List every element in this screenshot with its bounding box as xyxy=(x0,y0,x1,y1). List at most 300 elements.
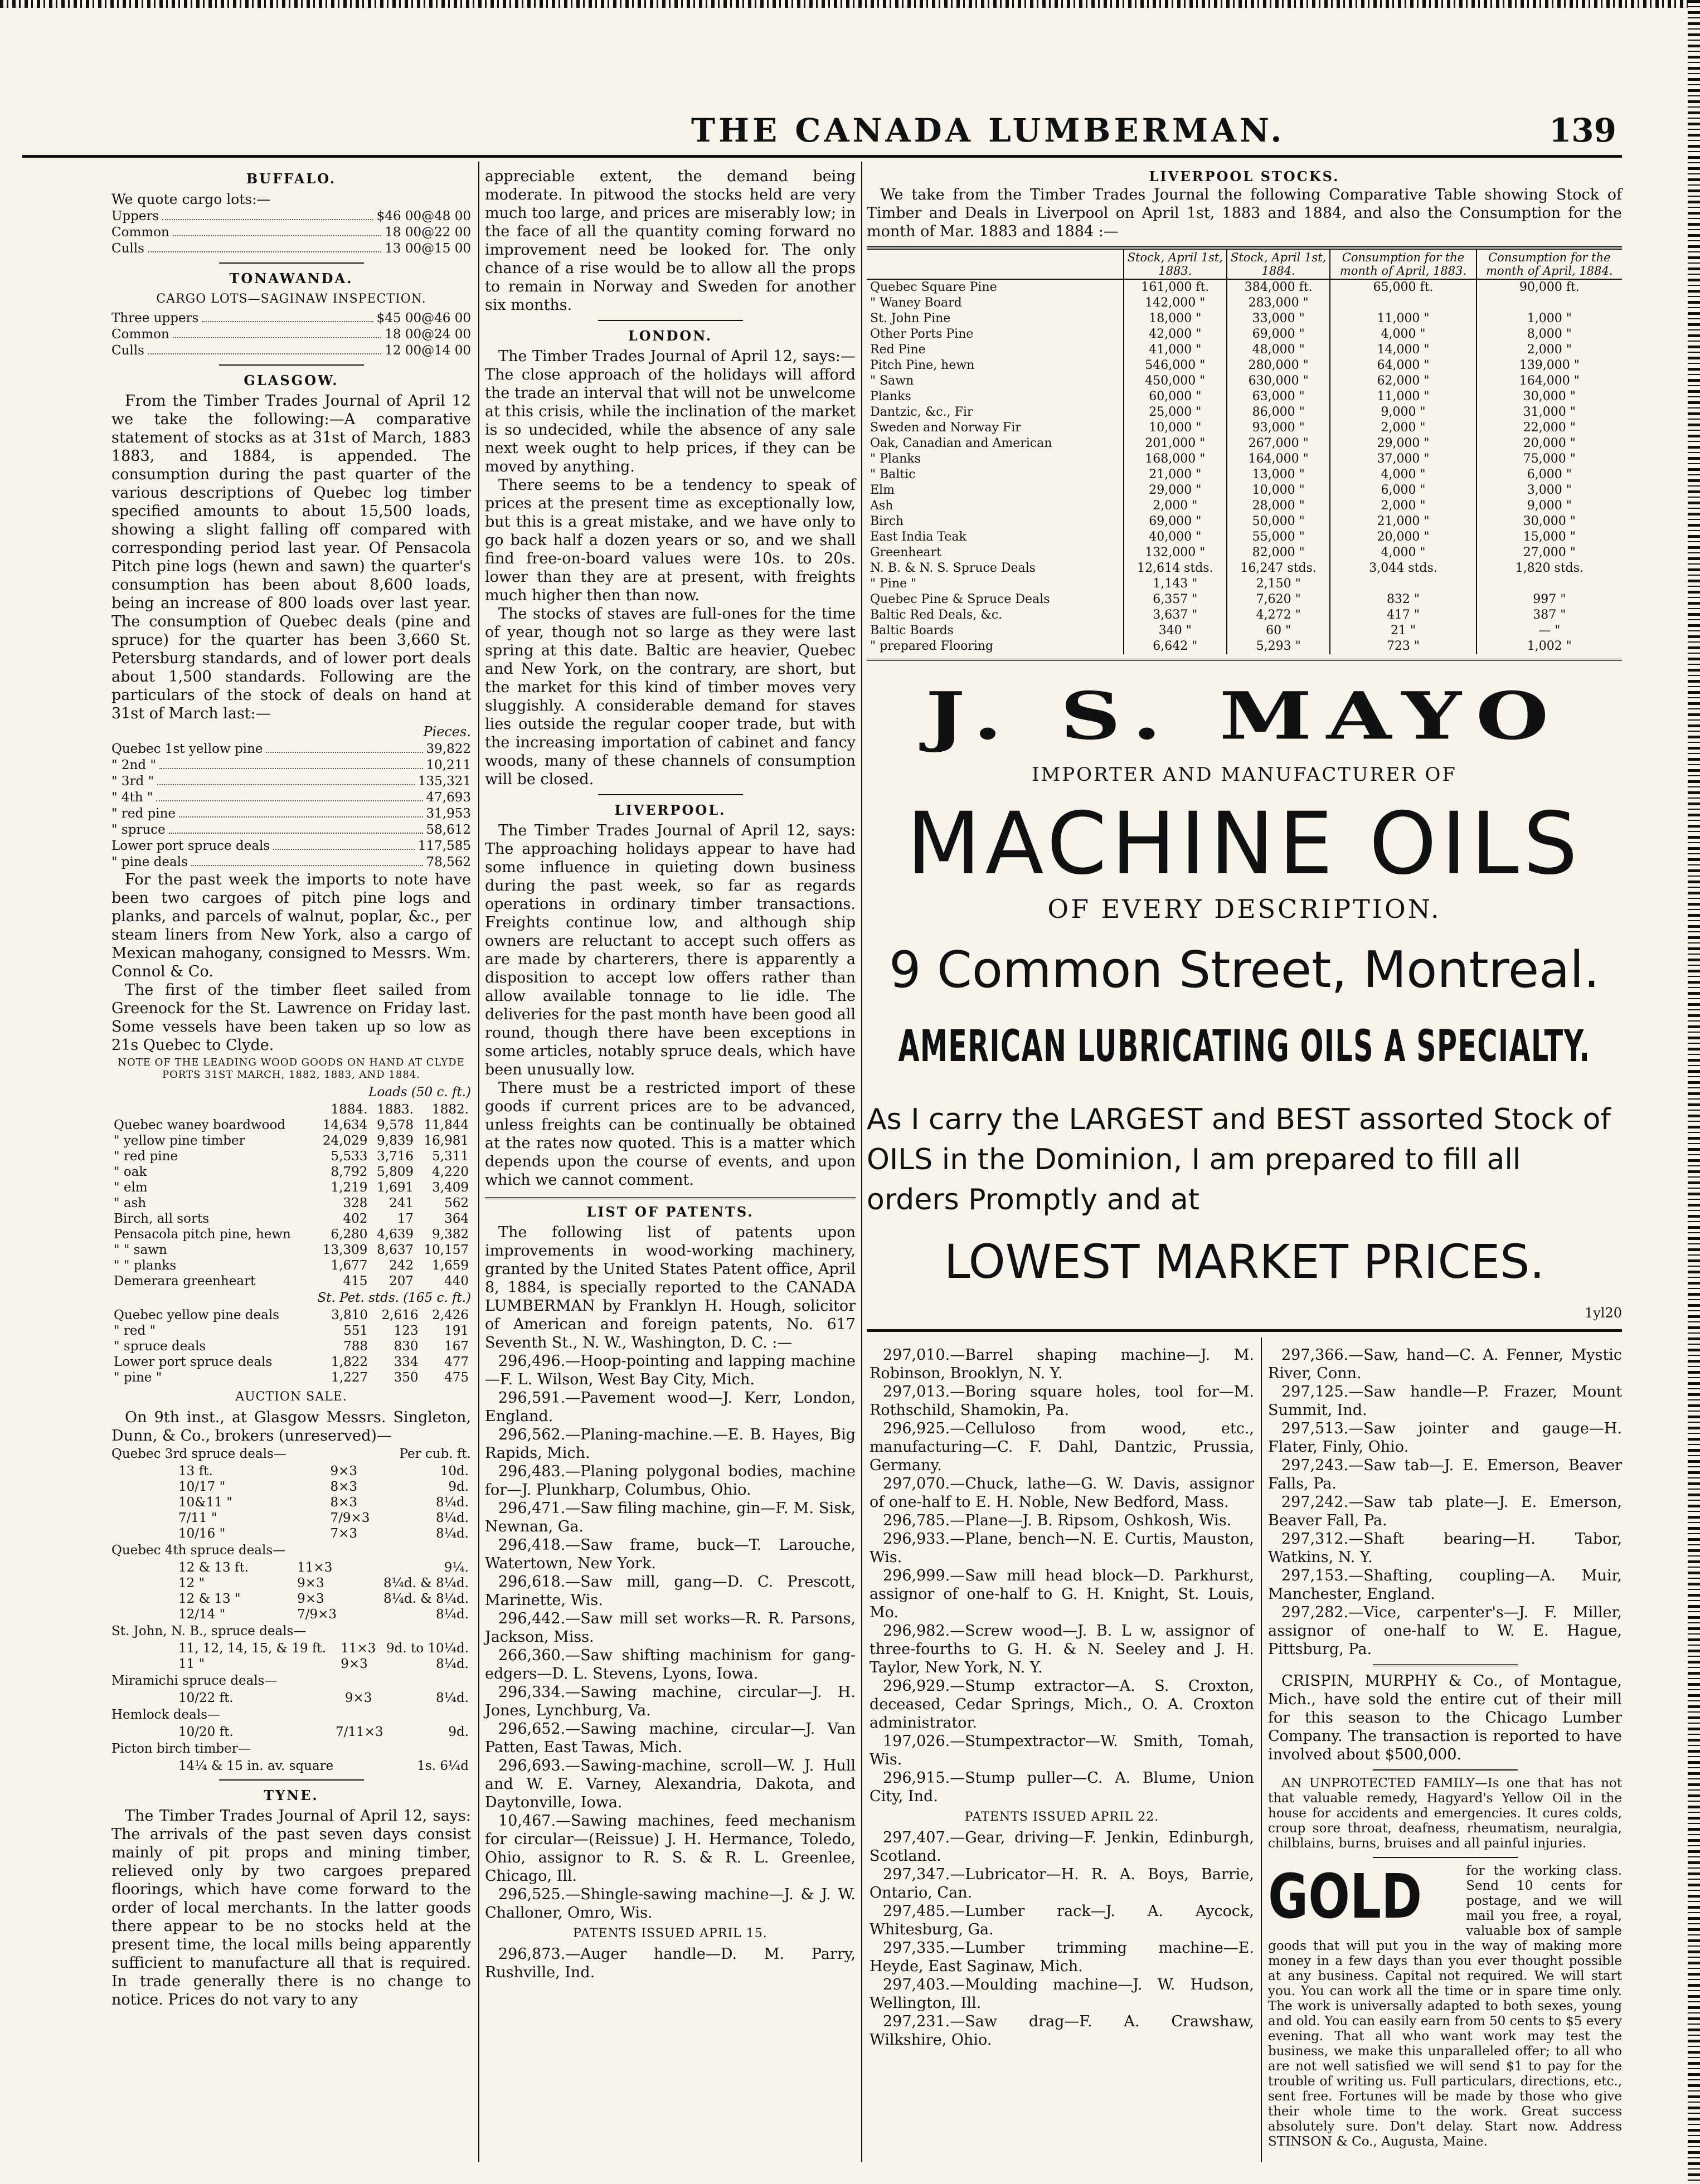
cell-value: 8¼d. xyxy=(436,1607,469,1622)
price-row xyxy=(111,854,471,870)
cell-value: 4,000 " xyxy=(1330,467,1476,483)
row-value: $45 00@46 00 xyxy=(376,311,471,325)
cell-value: 9×3 xyxy=(297,1576,324,1590)
cell-value: 11×3 xyxy=(297,1560,333,1575)
patent-entry: 296,933.—Plane, bench—N. E. Curtis, Mauston, Wis. xyxy=(870,1530,1254,1566)
cell-value: 3,044 stds. xyxy=(1330,561,1476,576)
column-4 xyxy=(870,1346,1254,2049)
price-row xyxy=(111,774,471,790)
cell-value: 50,000 " xyxy=(1227,514,1330,529)
cell-value: 10d. xyxy=(440,1464,469,1478)
section-subtitle: PATENTS ISSUED APRIL 22. xyxy=(964,1810,1159,1824)
cell-value: 12 & 13 ft. xyxy=(178,1560,249,1575)
auction-group-head xyxy=(111,1445,471,1463)
cell-value: 1,677 xyxy=(331,1258,368,1273)
section-title: LIVERPOOL. xyxy=(614,802,726,818)
cell-value: 562 xyxy=(444,1196,469,1210)
cell-value: 13 ft. xyxy=(178,1464,213,1478)
cell-value: 82,000 " xyxy=(1227,545,1330,561)
leader-dots xyxy=(273,838,415,850)
patent-entry: 296,418.—Saw frame, buck—T. Larouche, Watertown, New York. xyxy=(485,1536,856,1572)
cell-value: 1,000 " xyxy=(1476,311,1622,327)
cell-value: 201,000 " xyxy=(1124,436,1227,451)
cell-value: 5,809 xyxy=(377,1165,414,1179)
cell-value: 8¼d. xyxy=(436,1526,469,1541)
table-row xyxy=(111,1164,471,1180)
column-head: Loads (50 c. ft.) xyxy=(368,1085,471,1100)
cell-value: 8¼d. xyxy=(436,1691,469,1705)
cell-value: — " xyxy=(1476,623,1622,639)
cell-value: 2,000 " xyxy=(1330,498,1476,514)
leader-dots xyxy=(191,854,423,866)
price-list xyxy=(111,208,471,257)
separator xyxy=(598,794,743,795)
row-value: $46 00@48 00 xyxy=(376,209,471,223)
cell-value: 55,000 " xyxy=(1227,529,1330,545)
leader-dots xyxy=(157,774,415,785)
cell-value: 830 xyxy=(394,1339,419,1354)
row-label: Culls xyxy=(111,241,144,256)
row-label: Planks xyxy=(870,390,911,403)
table-row xyxy=(867,561,1622,576)
separator xyxy=(219,262,364,264)
patent-entry: 296,562.—Planing-machine.—E. B. Hayes, Big Rapids, Mich. xyxy=(485,1426,856,1462)
patent-entry: 296,915.—Stump puller—C. A. Blume, Union City, Ind. xyxy=(870,1769,1254,1805)
table-row xyxy=(111,1656,471,1672)
row-label: Quebec yellow pine deals xyxy=(114,1308,279,1322)
table-row xyxy=(867,295,1622,311)
row-label: " 2nd " xyxy=(111,758,156,772)
page-number: 139 xyxy=(1548,111,1616,149)
auction-table xyxy=(111,1560,471,1622)
cell-value: 132,000 " xyxy=(1124,545,1227,561)
auction-group-head xyxy=(111,1622,471,1641)
cell-value: 8¼d. & 8¼d. xyxy=(383,1592,469,1606)
table-row xyxy=(867,592,1622,607)
cell-value: 11×3 xyxy=(341,1641,376,1656)
row-label: Pitch Pine, hewn xyxy=(870,358,975,372)
table-row xyxy=(867,436,1622,451)
patent-entry: 296,591.—Pavement wood—J. Kerr, London, England. xyxy=(485,1389,856,1425)
ad-rule xyxy=(867,1329,1622,1332)
table-row xyxy=(867,498,1622,514)
cell-value: 440 xyxy=(444,1274,469,1288)
column-divider xyxy=(861,162,862,2162)
cell-value: 9×3 xyxy=(344,1691,372,1705)
cell-value: 3,409 xyxy=(432,1180,469,1195)
cell-value: 11 " xyxy=(178,1657,205,1671)
table-row xyxy=(867,451,1622,467)
column-head: Consumption for the month of April, 1883. xyxy=(1330,248,1476,279)
cell-value: 16,247 stds. xyxy=(1227,561,1330,576)
column-5 xyxy=(1268,1346,1622,2149)
cell-value: 3,810 xyxy=(331,1308,368,1322)
article-paragraph: The stocks of staves are full-ones for the time of year, though not so large as they were last spring at this date. Baltic are heavier, Quebec and New York, on the contrary, are short, but the market for this kind of timber moves very sluggishly. A considerable demand for staves lies outside the regular cooper trade, but with the increasing importation of cabinet and fancy woods, many of these channels of consumption will be closed. xyxy=(485,605,856,788)
cell-value: 1,227 xyxy=(331,1370,368,1385)
ad-line: OF EVERY DESCRIPTION. xyxy=(1047,894,1441,924)
cell-value: 723 " xyxy=(1330,639,1476,654)
group-label: Quebec 3rd spruce deals— xyxy=(111,1447,286,1461)
cell-value xyxy=(395,1758,400,1774)
cell-value: 28,000 " xyxy=(1227,498,1330,514)
cell-value: 7/9×3 xyxy=(330,1511,370,1525)
cell-value: 75,000 " xyxy=(1476,451,1622,467)
cell-value: 1,219 xyxy=(331,1180,368,1195)
cell-value: 25,000 " xyxy=(1124,405,1227,420)
cell-value: 267,000 " xyxy=(1227,436,1330,451)
cell-value xyxy=(1476,576,1622,592)
patent-entry: 297,335.—Lumber trimming machine—E. Heyde, East Saginaw, Mich. xyxy=(870,1939,1254,1975)
cell-value: 164,000 " xyxy=(1227,451,1330,467)
row-label: " Pine " xyxy=(870,577,917,591)
row-label: Quebec Pine & Spruce Deals xyxy=(870,592,1050,606)
auction-table xyxy=(111,1641,471,1672)
cell-value: 161,000 ft. xyxy=(1124,279,1227,295)
row-label: " pine " xyxy=(114,1370,162,1385)
cell-value: 1,659 xyxy=(432,1258,469,1273)
table-row xyxy=(111,1117,471,1133)
row-label: " red pine xyxy=(111,806,176,821)
cell-value: 13,000 " xyxy=(1227,467,1330,483)
row-value: 13 00@15 00 xyxy=(385,241,471,256)
cell-value: 7/11 " xyxy=(178,1511,217,1525)
table-row xyxy=(111,1149,471,1164)
cell-value: 415 xyxy=(343,1274,368,1288)
cell-value: 21,000 " xyxy=(1124,467,1227,483)
row-label: Baltic Red Deals, &c. xyxy=(870,608,1003,622)
cell-value: 207 xyxy=(389,1274,414,1288)
row-value: 117,585 xyxy=(417,839,471,853)
cell-value: 86,000 " xyxy=(1227,405,1330,420)
cell-value: 6,280 xyxy=(331,1227,368,1242)
cell-value: 16,981 xyxy=(424,1134,469,1148)
cell-value: 60 " xyxy=(1227,623,1330,639)
liverpool-stocks xyxy=(867,167,1622,661)
cell-value: 14¼ & 15 in. av. square xyxy=(178,1759,334,1773)
cell-value: 280,000 " xyxy=(1227,358,1330,373)
separator xyxy=(219,1779,364,1781)
table-row xyxy=(111,1463,471,1479)
article-paragraph: There seems to be a tendency to speak of prices at the present time as exceptionally low, but this is a great mistake, and we have only to go back half a dozen years or so, and we shall find free-on-board values were 10s. to 20s. lower than they are at present, with freights much higher then than now. xyxy=(485,476,856,604)
group-label: Quebec 4th spruce deals— xyxy=(111,1543,286,1558)
auction-table xyxy=(111,1463,471,1541)
section-title: LIST OF PATENTS. xyxy=(586,1204,754,1220)
masthead-title: THE CANADA LUMBERMAN. xyxy=(691,111,1285,149)
cell-value: 7,620 " xyxy=(1227,592,1330,607)
cell-value: 10,000 " xyxy=(1227,483,1330,498)
cell-value: 2,000 " xyxy=(1476,342,1622,358)
cell-value: 14,000 " xyxy=(1330,342,1476,358)
row-label: " red pine xyxy=(114,1149,178,1164)
cell-value: 1,002 " xyxy=(1476,639,1622,654)
ad-tagline: LOWEST MARKET PRICES. xyxy=(944,1234,1545,1289)
group-label: St. John, N. B., spruce deals— xyxy=(111,1624,307,1638)
cell-value: 9¼. xyxy=(444,1560,469,1575)
patent-entry: 296,785.—Plane—J. B. Ripsom, Oshkosh, Wis. xyxy=(883,1512,1232,1529)
cell-value: 3,716 xyxy=(377,1149,414,1164)
price-row xyxy=(111,241,471,257)
table-row xyxy=(867,639,1622,654)
section-title: GLASGOW. xyxy=(244,372,339,388)
table-row xyxy=(867,327,1622,342)
leader-dots xyxy=(162,208,373,220)
row-label: " Sawn xyxy=(870,374,914,388)
cell-value: 350 xyxy=(394,1370,419,1385)
cell-value: 8×3 xyxy=(330,1495,357,1510)
cell-value: 63,000 " xyxy=(1227,389,1330,405)
cell-value: 22,000 " xyxy=(1476,420,1622,436)
table-row xyxy=(111,1307,471,1323)
separator xyxy=(219,364,364,366)
row-label: Culls xyxy=(111,343,144,358)
cell-value: 12,614 stds. xyxy=(1124,561,1227,576)
section-title: LIVERPOOL STOCKS. xyxy=(1149,168,1340,184)
row-value: 31,953 xyxy=(426,806,471,821)
leader-dots xyxy=(173,327,382,338)
cell-value: 65,000 ft. xyxy=(1330,279,1476,295)
table-row xyxy=(111,1607,471,1622)
table-row xyxy=(111,1591,471,1607)
table-row xyxy=(111,1510,471,1526)
ad-code: 1yl20 xyxy=(1584,1305,1622,1321)
scan-edge-top xyxy=(0,0,1700,8)
leader-dots xyxy=(156,790,422,801)
patent-entry: 296,483.—Planing polygonal bodies, machine for—J. Plunkharp, Columbus, Ohio. xyxy=(485,1463,856,1499)
table-row xyxy=(111,1354,471,1370)
cell-value: 17 xyxy=(397,1212,414,1226)
row-label: Oak, Canadian and American xyxy=(870,436,1052,450)
table-row xyxy=(867,358,1622,373)
cell-value: 11, 12, 14, 15, & 19 ft. xyxy=(178,1641,326,1656)
patent-entry: 296,999.—Saw mill head block—D. Parkhurst, assignor of one-half to G. H. Knight, St. Louis, Mo. xyxy=(870,1567,1254,1621)
cell-value: 242 xyxy=(389,1258,414,1273)
patent-entry: 296,873.—Auger handle—D. M. Parry, Rushville, Ind. xyxy=(485,1945,856,1981)
table-row xyxy=(111,1575,471,1591)
cell-value: 6,000 " xyxy=(1476,467,1622,483)
row-label: " prepared Flooring xyxy=(870,639,994,653)
table-row xyxy=(111,1339,471,1354)
cell-value: 6,000 " xyxy=(1330,483,1476,498)
row-label: " Waney Board xyxy=(870,296,962,310)
patent-list xyxy=(870,1346,1254,1806)
gold-word: GOLD xyxy=(1268,1861,1422,1932)
cell-value: 5,311 xyxy=(432,1149,469,1164)
cell-value: 9,000 " xyxy=(1330,405,1476,420)
row-label: Baltic Boards xyxy=(870,624,954,638)
section-subtitle: CARGO LOTS—SAGINAW INSPECTION. xyxy=(156,292,426,306)
cell-value: 167 xyxy=(444,1339,469,1354)
cell-value: 7/11×3 xyxy=(335,1725,383,1739)
auction-group-head xyxy=(111,1541,471,1560)
cell-value: 10,000 " xyxy=(1124,420,1227,436)
patent-entry: 297,312.—Shaft bearing—H. Tabor, Watkins, N. Y. xyxy=(1268,1530,1622,1566)
cell-value: 832 " xyxy=(1330,592,1476,607)
cell-value: 11,000 " xyxy=(1330,389,1476,405)
table-row xyxy=(867,389,1622,405)
cell-value: 11,844 xyxy=(424,1118,469,1132)
intro-line: We quote cargo lots:— xyxy=(111,191,271,207)
cell-value: 62,000 " xyxy=(1330,373,1476,389)
table-row xyxy=(111,1690,471,1706)
row-value: 12 00@14 00 xyxy=(385,343,471,358)
section-subtitle: PATENTS ISSUED APRIL 15. xyxy=(573,1927,768,1940)
article-paragraph: The first of the timber fleet sailed from Greenock for the St. Lawrence on Friday last. Some vessels have been taken up so low as 21s Quebec to Clyde. xyxy=(111,981,471,1054)
row-label: " Baltic xyxy=(870,468,916,481)
cell-value: 5,293 " xyxy=(1227,639,1330,654)
patent-entry: 297,070.—Chuck, lathe—G. W. Davis, assignor of one-half to E. H. Noble, New Bedford, Mass. xyxy=(870,1475,1254,1511)
cell-value: 164,000 " xyxy=(1476,373,1622,389)
cell-value: 64,000 " xyxy=(1330,358,1476,373)
article-paragraph: The following list of patents upon improvements in wood-working machinery, granted by the United States Patent office, April 8, 1884, is specially reported to the CANADA LUMBERMAN by Franklyn H. Hough, solicitor of American and foreign patents, No. 617 Seventh St., N. W., Washington, D. C. :— xyxy=(485,1224,856,1351)
cell-value: 328 xyxy=(343,1196,368,1210)
cell-value: 997 " xyxy=(1476,592,1622,607)
patent-entry: 297,347.—Lubricator—H. R. A. Boys, Barrie, Ontario, Can. xyxy=(870,1866,1254,1901)
patent-entry: 297,242.—Saw tab plate—J. E. Emerson, Beaver Fall, Pa. xyxy=(1268,1494,1622,1529)
column-divider xyxy=(478,162,479,2162)
table-title: NOTE OF THE LEADING WOOD GOODS ON HAND AT CLYDE PORTS 31ST MARCH, 1882, 1883, AND 1884. xyxy=(118,1057,465,1081)
cell-value: 10/20 ft. xyxy=(178,1725,234,1739)
table-row xyxy=(111,1641,471,1656)
patent-entry: 296,652.—Sawing machine, circular—J. Van Patten, East Tawas, Mich. xyxy=(485,1720,856,1756)
article-paragraph: On 9th inst., at Glasgow Messrs. Singleton, Dunn, & Co., brokers (unreserved)— xyxy=(111,1409,471,1444)
row-label: Uppers xyxy=(111,209,159,223)
row-value: 47,693 xyxy=(426,790,471,805)
price-row xyxy=(111,225,471,241)
cell-value: 4,000 " xyxy=(1330,327,1476,342)
cell-value: 168,000 " xyxy=(1124,451,1227,467)
article-paragraph: For the past week the imports to note have been two cargoes of pitch pine logs and planks, and parcels of walnut, poplar, &c., per steam liners from New York, also a cargo of Mexican mahogany, consigned to Messrs. Wm. Connol & Co. xyxy=(111,871,471,980)
cell-value: 21 " xyxy=(1330,623,1476,639)
patent-entry: 296,442.—Saw mill set works—R. R. Parsons, Jackson, Miss. xyxy=(485,1610,856,1646)
group-label: Hemlock deals— xyxy=(111,1708,221,1722)
cell-value: 15,000 " xyxy=(1476,529,1622,545)
patent-entry: 296,525.—Shingle-sawing machine—J. & J. W. Challoner, Omro, Wis. xyxy=(485,1886,856,1922)
patent-entry: 10,467.—Sawing machines, feed mechanism for circular—(Reissue) J. H. Hermance, Toledo, Ohio, assignor to R. S. & R. L. Greenlee, Chicago, Ill. xyxy=(485,1812,856,1885)
cell-value: 10/17 " xyxy=(178,1480,226,1494)
cell-value: 9,000 " xyxy=(1476,498,1622,514)
table-row xyxy=(111,1758,471,1774)
cell-value: 551 xyxy=(343,1324,368,1338)
auction-group-head xyxy=(111,1706,471,1724)
cell-value: 6,357 " xyxy=(1124,592,1227,607)
cell-value xyxy=(1476,295,1622,311)
price-row xyxy=(111,757,471,774)
cell-value: 20,000 " xyxy=(1476,436,1622,451)
group-label: Picton birch timber— xyxy=(111,1742,251,1756)
cell-value: 4,272 " xyxy=(1227,607,1330,623)
patent-entry: 297,282.—Vice, carpenter's—J. F. Miller, assignor of one-half to W. E. Hague, Pittsburg, Pa. xyxy=(1268,1604,1622,1658)
patent-list xyxy=(1268,1346,1622,1658)
table-row xyxy=(867,342,1622,358)
row-label: Quebec 1st yellow pine xyxy=(111,742,263,756)
cell-value: 11,000 " xyxy=(1330,311,1476,327)
row-label: Lower port spruce deals xyxy=(114,1355,273,1369)
advertiser-name: J. S. MAYO xyxy=(925,678,1563,755)
patent-entry: 296,618.—Saw mill, gang—D. C. Prescott, Marinette, Wis. xyxy=(485,1573,856,1609)
row-label: " pine deals xyxy=(111,855,188,869)
row-label: " elm xyxy=(114,1180,148,1195)
leader-dots xyxy=(173,225,382,236)
leader-dots xyxy=(169,822,423,834)
cell-value: 3,637 " xyxy=(1124,607,1227,623)
row-label: Demerara greenheart xyxy=(114,1274,256,1288)
row-label: Sweden and Norway Fir xyxy=(870,421,1021,435)
leader-dots xyxy=(179,806,422,818)
article-paragraph: The Timber Trades Journal of April 12, says: The approaching holidays appear to have had some influence in quieting down business during the past week, so far as regards operations in ordinary timber transactions. Freights continue low, and although ship owners are reluctant to accept such offers as are made by charterers, there is apparently a disposition to accept low offers rather than allow available tonnage to lie idle. The deliveries for the past month have been good all round, though there have been exceptions in some articles, notably spruce deals, which have been unusually low. xyxy=(485,822,856,1078)
cell-value: 8,000 " xyxy=(1476,327,1622,342)
group-label: Miramichi spruce deals— xyxy=(111,1674,278,1688)
patent-entry: 297,403.—Moulding machine—J. W. Hudson, Wellington, Ill. xyxy=(870,1976,1254,2012)
row-label: " ash xyxy=(114,1196,147,1210)
article-paragraph: There must be a restricted import of these goods if current prices are to be advanced, unless freights can be continually be obtained at the rates now quoted. This is a matter which depends upon the course of events, and upon which we cannot comment. xyxy=(485,1079,856,1189)
patent-entry: 296,693.—Sawing-machine, scroll—W. J. Hull and W. E. Varney, Alexandria, Dakota, and Daytonville, Iowa. xyxy=(485,1757,856,1811)
row-value: 78,562 xyxy=(426,855,471,869)
table-row xyxy=(867,483,1622,498)
section-title: TYNE. xyxy=(264,1787,319,1803)
cell-value: 9,382 xyxy=(432,1227,469,1242)
table-row xyxy=(867,607,1622,623)
section-title: TONAWANDA. xyxy=(229,270,353,286)
table-row xyxy=(111,1211,471,1227)
cell-value: 7/9×3 xyxy=(297,1607,337,1622)
cell-value: 27,000 " xyxy=(1476,545,1622,561)
cell-value: 60,000 " xyxy=(1124,389,1227,405)
row-label: " spruce xyxy=(111,823,166,837)
cell-value: 8¼d. xyxy=(436,1495,469,1510)
cell-value: 630,000 " xyxy=(1227,373,1330,389)
cell-value: 29,000 " xyxy=(1330,436,1476,451)
row-label: Other Ports Pine xyxy=(870,327,974,341)
table-row xyxy=(867,529,1622,545)
patent-entry: 297,513.—Saw jointer and gauge—H. Flater, Finly, Ohio. xyxy=(1268,1420,1622,1456)
cell-value: 8×3 xyxy=(330,1480,357,1494)
cell-value: 31,000 " xyxy=(1476,405,1622,420)
auction-table xyxy=(111,1690,471,1706)
scan-edge-right xyxy=(1688,0,1700,2184)
row-label: St. John Pine xyxy=(870,312,951,325)
patent-entry: 297,243.—Saw tab—J. E. Emerson, Beaver Falls, Pa. xyxy=(1268,1457,1622,1492)
cell-value: 402 xyxy=(343,1212,368,1226)
cell-value: 546,000 " xyxy=(1124,358,1227,373)
cell-value: 37,000 " xyxy=(1330,451,1476,467)
cell-value: 384,000 ft. xyxy=(1227,279,1330,295)
cell-value: 1,143 " xyxy=(1124,576,1227,592)
cell-value: 8¼d. & 8¼d. xyxy=(383,1576,469,1590)
row-label: " " planks xyxy=(114,1258,177,1273)
cell-value: 8¼d. xyxy=(436,1657,469,1671)
separator xyxy=(598,320,743,321)
cell-value: 24,029 xyxy=(322,1134,368,1148)
ad-line: IMPORTER AND MANUFACTURER OF xyxy=(1032,763,1457,786)
row-label: Birch, all sorts xyxy=(114,1212,209,1226)
leader-dots xyxy=(266,741,422,753)
row-label: Quebec Square Pine xyxy=(870,280,997,294)
column-1 xyxy=(111,167,471,2009)
row-label: Quebec waney boardwood xyxy=(114,1118,286,1132)
stock-list xyxy=(111,741,471,870)
table-row xyxy=(867,373,1622,389)
cell-value: 10/16 " xyxy=(178,1526,226,1541)
table-row xyxy=(867,420,1622,436)
table-row xyxy=(867,279,1622,295)
ad-address: 9 Common Street, Montreal. xyxy=(889,941,1600,999)
column-head: St. Pet. stds. (165 c. ft.) xyxy=(317,1291,471,1305)
price-row xyxy=(111,741,471,757)
table-row xyxy=(111,1258,471,1273)
cell-value: 9,578 xyxy=(377,1118,414,1132)
patent-entry: 297,407.—Gear, driving—F. Jenkin, Edinburgh, Scotland. xyxy=(870,1829,1254,1865)
group-unit: Per cub. ft. xyxy=(399,1447,471,1461)
